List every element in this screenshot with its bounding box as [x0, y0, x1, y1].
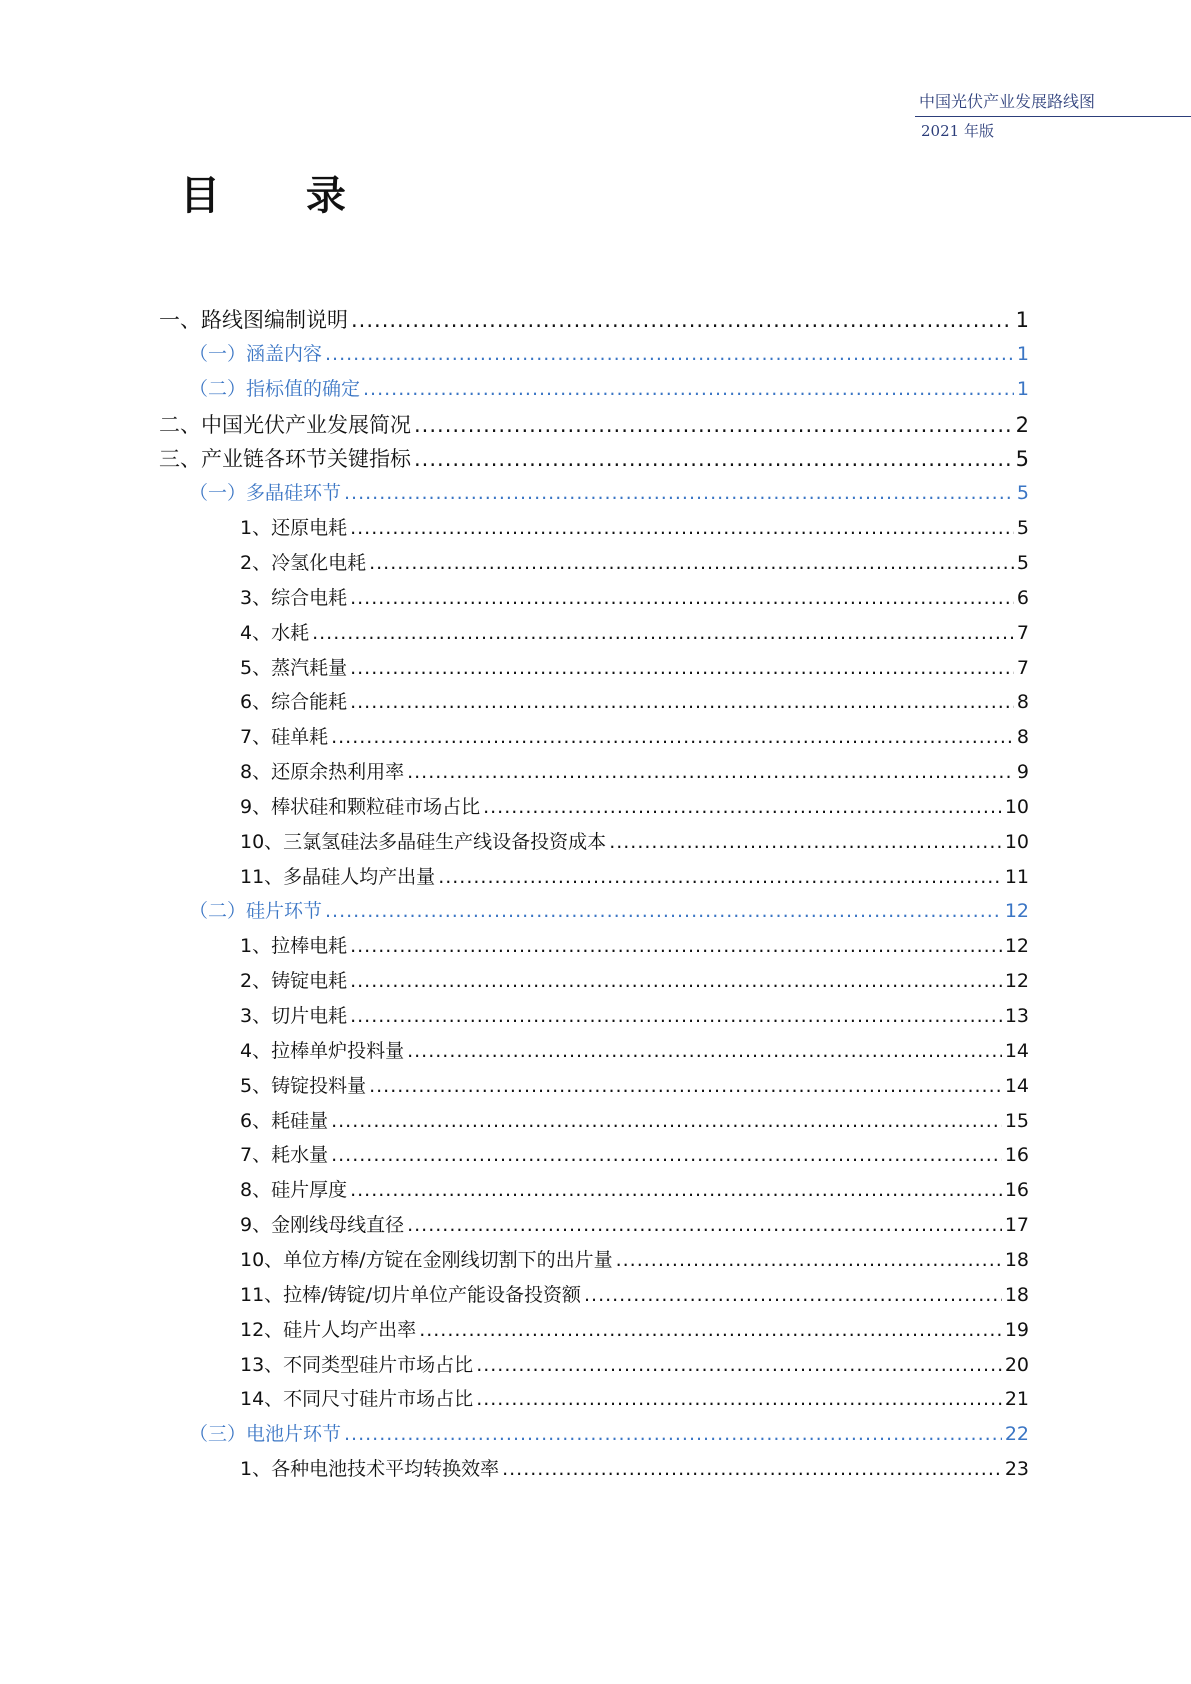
- toc-entry[interactable]: [240, 1280, 1029, 1307]
- toc-entry-page-number: 16: [1004, 1179, 1029, 1202]
- toc-entry[interactable]: [240, 687, 1029, 714]
- toc-entry-label: 11、拉棒/铸锭/切片单位产能设备投资额: [240, 1283, 581, 1306]
- toc-entry[interactable]: [240, 1315, 1029, 1342]
- toc-leader-dots: [369, 1075, 1002, 1097]
- toc-entry[interactable]: [240, 513, 1029, 540]
- toc-entry[interactable]: [240, 931, 1029, 958]
- toc-entry[interactable]: [240, 1210, 1029, 1237]
- toc-entry-page-number: 8: [1016, 726, 1029, 749]
- toc-entry-page-number: 23: [1004, 1458, 1029, 1481]
- toc-entry-page-number: 5: [1016, 551, 1029, 574]
- toc-entry-label: 9、金刚线母线直径: [240, 1214, 405, 1237]
- toc-leader-dots: [350, 517, 1014, 539]
- toc-leader-dots: [325, 343, 1014, 365]
- toc-leader-dots: [369, 552, 1014, 574]
- toc-entry-page-number: 13: [1004, 1005, 1029, 1027]
- toc-entry[interactable]: [240, 862, 1029, 889]
- toc-entry-page-number: 2: [1015, 412, 1029, 437]
- toc-entry-label: 1、拉棒电耗: [240, 935, 348, 958]
- toc-entry-label: 11、多晶硅人均产出量: [240, 865, 436, 888]
- running-header: [915, 92, 1191, 141]
- toc-entry-page-number: 11: [1004, 865, 1029, 888]
- toc-leader-dots: [407, 1040, 1002, 1062]
- toc-leader-dots: [419, 1319, 1002, 1341]
- toc-entry-page-number: 12: [1004, 970, 1029, 993]
- toc-leader-dots: [350, 657, 1014, 679]
- toc-leader-dots: [363, 378, 1014, 400]
- toc-entry-label: 4、拉棒单炉投料量: [240, 1039, 405, 1062]
- toc-leader-dots: [609, 831, 1002, 853]
- toc-leader-dots: [584, 1284, 1002, 1306]
- toc-entry-label: 7、硅单耗: [240, 726, 329, 749]
- toc-entry-label: 6、耗硅量: [240, 1109, 329, 1132]
- toc-entry[interactable]: [159, 409, 1029, 439]
- toc-entry-label: 12、硅片人均产出率: [240, 1318, 417, 1341]
- toc-entry-label: （一）多晶硅环节: [189, 482, 342, 505]
- toc-entry-label: 一、路线图编制说明: [159, 308, 348, 332]
- toc-leader-dots: [350, 970, 1002, 992]
- toc-entry-page-number: 10: [1004, 795, 1029, 818]
- toc-entry-label: 8、还原余热利用率: [240, 761, 405, 784]
- toc-entry-label: 6、综合能耗: [240, 691, 348, 714]
- toc-entry-label: 5、蒸汽耗量: [240, 656, 348, 679]
- toc-entry-label: 10、单位方棒/方锭在金刚线切割下的出片量: [240, 1248, 613, 1271]
- toc-entry[interactable]: [240, 1245, 1029, 1272]
- toc-entry-label: 4、水耗: [240, 621, 310, 644]
- toc-leader-dots: [325, 900, 1002, 922]
- toc-leader-dots: [331, 1110, 1002, 1132]
- toc-entry[interactable]: [189, 896, 1029, 923]
- toc-leader-dots: [351, 308, 1013, 332]
- toc-leader-dots: [344, 482, 1014, 504]
- toc-entry[interactable]: [189, 1419, 1029, 1446]
- toc-entry-label: 1、各种电池技术平均转换效率: [240, 1458, 500, 1481]
- toc-entry-label: （二）硅片环节: [189, 900, 323, 923]
- toc-entry-page-number: 12: [1004, 935, 1029, 958]
- toc-entry-page-number: 17: [1004, 1214, 1029, 1237]
- toc-entry[interactable]: [240, 1106, 1029, 1133]
- toc-entry[interactable]: [240, 618, 1029, 645]
- toc-entry-label: （一）涵盖内容: [189, 342, 323, 365]
- toc-entry-page-number: 5: [1015, 447, 1029, 472]
- toc-entry[interactable]: [240, 1140, 1029, 1167]
- toc-entry-label: （三）电池片环节: [189, 1423, 342, 1446]
- toc-entry-label: 3、切片电耗: [240, 1005, 348, 1027]
- toc-entry-label: 10、三氯氢硅法多晶硅生产线设备投资成本: [240, 830, 607, 853]
- toc-leader-dots: [414, 413, 1013, 437]
- toc-leader-dots: [344, 1423, 1002, 1445]
- toc-entry[interactable]: [240, 653, 1029, 680]
- toc-entry-page-number: 7: [1016, 621, 1029, 644]
- toc-entry[interactable]: [240, 548, 1029, 575]
- toc-entry-page-number: 19: [1004, 1318, 1029, 1341]
- header-edition: 2021 年版: [921, 122, 994, 140]
- toc-entry-page-number: 14: [1004, 1039, 1029, 1062]
- toc-entry-label: 二、中国光伏产业发展简况: [159, 412, 411, 437]
- toc-entry[interactable]: [189, 339, 1029, 366]
- toc-entry[interactable]: [240, 1350, 1029, 1377]
- toc-entry-page-number: 9: [1016, 761, 1029, 784]
- toc-leader-dots: [350, 691, 1014, 713]
- toc-entry-label: 2、铸锭电耗: [240, 970, 348, 993]
- toc-leader-dots: [414, 447, 1013, 471]
- toc-entry-page-number: 15: [1004, 1109, 1029, 1132]
- toc-leader-dots: [616, 1249, 1002, 1271]
- toc-entry[interactable]: [240, 583, 1029, 610]
- toc-entry-label: 7、耗水量: [240, 1144, 329, 1167]
- toc-entry[interactable]: [159, 443, 1029, 473]
- toc-leader-dots: [350, 935, 1002, 957]
- toc-entry[interactable]: [240, 1175, 1029, 1202]
- toc-entry-page-number: 20: [1004, 1353, 1029, 1376]
- toc-entry-label: 13、不同类型硅片市场占比: [240, 1353, 474, 1376]
- toc-entry-page-number: 16: [1004, 1144, 1029, 1167]
- toc-entry[interactable]: [189, 374, 1029, 401]
- toc-entry[interactable]: [189, 478, 1029, 505]
- toc-leader-dots: [407, 1214, 1002, 1236]
- toc-entry-page-number: 10: [1004, 830, 1029, 853]
- toc-entry-page-number: 6: [1016, 586, 1029, 609]
- toc-leader-dots: [502, 1458, 1002, 1480]
- page-title: 目 录: [180, 173, 382, 219]
- toc-entry-page-number: 1: [1015, 308, 1029, 332]
- toc-entry[interactable]: [240, 1384, 1029, 1411]
- toc-leader-dots: [476, 1354, 1002, 1376]
- toc-entry[interactable]: [240, 966, 1029, 993]
- toc-entry-page-number: 1: [1016, 377, 1029, 400]
- toc-entry-page-number: 7: [1016, 656, 1029, 679]
- toc-entry-page-number: 8: [1016, 691, 1029, 714]
- toc-entry-page-number: 18: [1004, 1283, 1029, 1306]
- toc-entry-page-number: 5: [1016, 517, 1029, 540]
- toc-entry-label: 三、产业链各环节关键指标: [159, 447, 411, 472]
- toc-leader-dots: [483, 796, 1002, 818]
- toc-entry[interactable]: [240, 1036, 1029, 1063]
- toc-entry-page-number: 21: [1004, 1388, 1029, 1411]
- toc-entry-label: 5、铸锭投料量: [240, 1074, 367, 1097]
- toc-entry-label: 2、冷氢化电耗: [240, 551, 367, 574]
- toc-leader-dots: [476, 1388, 1002, 1410]
- toc-entry-label: 14、不同尺寸硅片市场占比: [240, 1388, 474, 1411]
- toc-leader-dots: [350, 1005, 1002, 1027]
- toc-entry[interactable]: [240, 757, 1029, 784]
- toc-entry[interactable]: [240, 1001, 1029, 1028]
- toc-entry-page-number: 14: [1004, 1074, 1029, 1097]
- toc-leader-dots: [331, 726, 1014, 748]
- toc-leader-dots: [407, 761, 1014, 783]
- toc-entry[interactable]: [240, 792, 1029, 819]
- toc-entry-label: 8、硅片厚度: [240, 1179, 348, 1202]
- toc-leader-dots: [438, 866, 1002, 888]
- toc-entry-page-number: 22: [1004, 1423, 1029, 1446]
- toc-entry[interactable]: [240, 1454, 1029, 1481]
- header-title: 中国光伏产业发展路线图: [915, 92, 1191, 117]
- toc-entry-page-number: 12: [1004, 900, 1029, 923]
- toc-leader-dots: [312, 622, 1014, 644]
- toc-entry-label: 3、综合电耗: [240, 586, 348, 609]
- toc-leader-dots: [350, 1179, 1002, 1201]
- toc-leader-dots: [331, 1144, 1002, 1166]
- toc-entry-label: 1、还原电耗: [240, 517, 348, 540]
- toc-entry[interactable]: [240, 722, 1029, 749]
- toc-entry-label: （二）指标值的确定: [189, 377, 361, 400]
- toc-entry-page-number: 18: [1004, 1248, 1029, 1271]
- toc-entry-label: 9、棒状硅和颗粒硅市场占比: [240, 795, 481, 818]
- toc-entry[interactable]: [240, 1071, 1029, 1098]
- toc-entry-page-number: 5: [1016, 482, 1029, 505]
- toc-leader-dots: [350, 587, 1014, 609]
- toc-entry[interactable]: [159, 304, 1029, 334]
- toc-entry[interactable]: [240, 827, 1029, 854]
- toc-entry-page-number: 1: [1016, 342, 1029, 365]
